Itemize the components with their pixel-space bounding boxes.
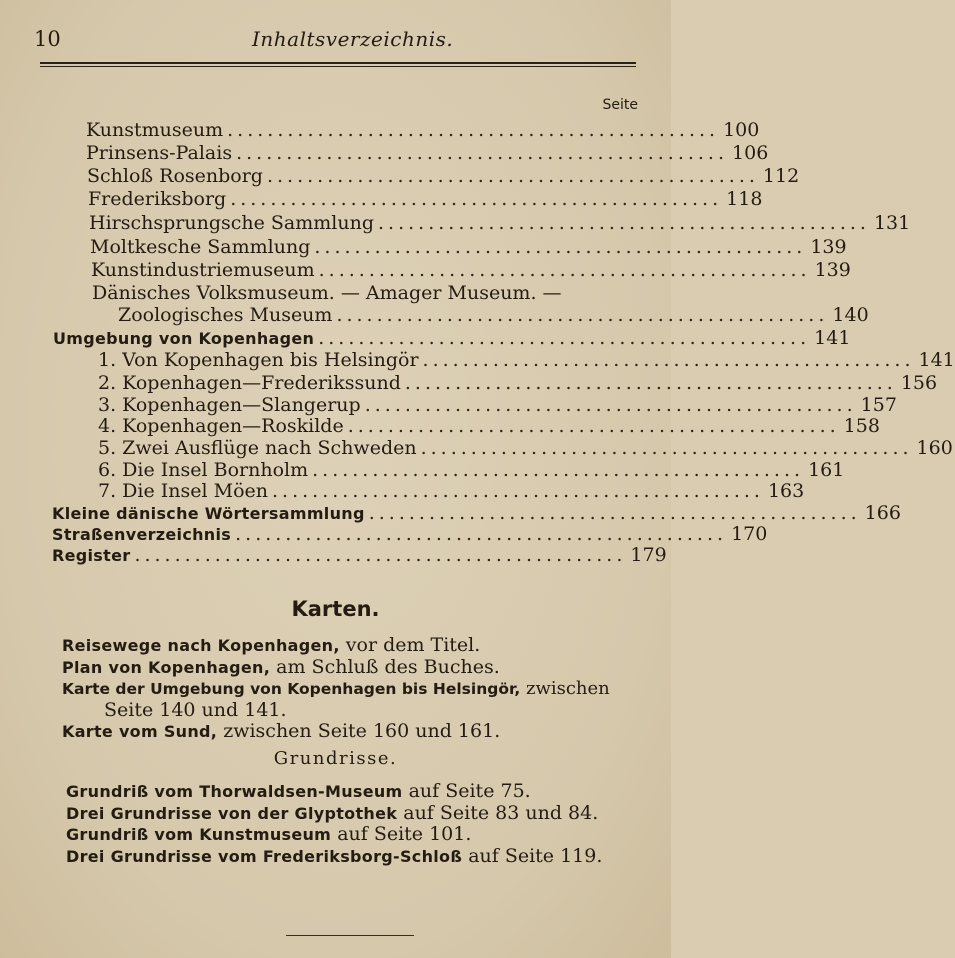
toc-entry <box>118 304 869 326</box>
map-entry-continuation <box>104 699 287 722</box>
toc-entry <box>98 459 845 481</box>
toc-entry-page: 158 <box>843 415 880 437</box>
leader-dots: ................................................. <box>364 394 857 416</box>
toc-entry-label: 2. Kopenhagen—Frederikssund <box>98 372 401 394</box>
toc-entry-page: 170 <box>731 523 768 545</box>
floorplan-entry-title: Drei Grundrisse von der Glyptothek <box>66 804 398 823</box>
floorplan-entry-title: Grundriß vom Kunstmuseum <box>66 825 332 844</box>
toc-entry-page: 161 <box>808 459 845 481</box>
map-entry <box>62 720 500 743</box>
map-entry-location: am Schluß des Buches. <box>270 656 500 678</box>
toc-entry <box>86 142 769 164</box>
toc-entry <box>98 394 897 416</box>
floorplan-entry <box>66 845 602 868</box>
toc-entry-label: 4. Kopenhagen—Roskilde <box>98 415 344 437</box>
leader-dots: ................................................. <box>227 119 720 141</box>
toc-entry-label: 3. Kopenhagen—Slangerup <box>98 394 361 416</box>
map-entry <box>62 656 500 679</box>
toc-entry <box>98 480 805 502</box>
map-entry-title: Karte der Umgebung von Kopenhagen bis Helsingör, <box>62 680 521 698</box>
toc-entry-label: 6. Die Insel Bornholm <box>98 459 309 481</box>
toc-entry-label: 7. Die Insel Möen <box>98 480 268 502</box>
toc-entry-label: Frederiksborg <box>88 188 227 210</box>
leader-dots: ................................................. <box>235 523 728 545</box>
toc-entry <box>91 259 851 281</box>
leader-dots: ................................................. <box>134 544 627 566</box>
toc-entry-page: 141 <box>814 327 851 349</box>
leader-dots: ................................................. <box>318 259 811 281</box>
map-entry-title: Karte vom Sund, <box>62 722 218 741</box>
toc-entry-label: Straßenverzeichnis <box>52 525 232 544</box>
toc-entry-label: Kunstmuseum <box>86 119 224 141</box>
leader-dots: ................................................. <box>347 415 840 437</box>
map-entry <box>62 634 480 657</box>
floorplan-entry <box>66 823 471 846</box>
header-rule-thin <box>40 66 636 67</box>
toc-entry-label: Schloß Rosenborg <box>87 165 263 187</box>
toc-entry-label: Zoologisches Museum <box>118 304 333 326</box>
floorplan-entry-location: auf Seite 101. <box>331 823 472 845</box>
leader-dots: ................................................. <box>314 236 807 258</box>
toc-entry <box>88 188 763 210</box>
leader-dots: ................................................. <box>266 165 759 187</box>
floorplan-entry-location: auf Seite 83 und 84. <box>397 802 599 824</box>
map-entry-location: Seite 140 und 141. <box>104 699 287 721</box>
toc-entry-page: 139 <box>814 259 851 281</box>
map-entry <box>62 678 610 700</box>
leader-dots: ................................................. <box>312 459 805 481</box>
leader-dots: ................................................. <box>404 372 897 394</box>
toc-entry-page: 106 <box>732 142 769 164</box>
toc-entry-label: 5. Zwei Ausflüge nach Schweden <box>98 437 417 459</box>
leader-dots: ................................................. <box>236 142 729 164</box>
toc-entry-page: 166 <box>864 502 901 524</box>
page-header-title: Inhaltsverzeichnis. <box>252 27 454 51</box>
toc-entry-page: 100 <box>723 119 760 141</box>
toc-entry <box>98 349 955 371</box>
toc-entry-label: Register <box>52 546 131 565</box>
map-entry-location: vor dem Titel. <box>339 634 481 656</box>
toc-entry-page: 156 <box>900 372 938 394</box>
floorplan-entry-location: auf Seite 119. <box>462 845 603 867</box>
toc-entry-page: 157 <box>860 394 897 416</box>
toc-entry-page: 141 <box>918 349 955 371</box>
toc-entry-page: 179 <box>630 544 667 566</box>
section-heading-grundrisse: Grundrisse. <box>273 748 398 769</box>
toc-entry-page: 112 <box>762 165 800 187</box>
page-number: 10 <box>34 27 61 51</box>
page-column-label: Seite <box>602 97 638 113</box>
section-heading-karten: Karten. <box>291 597 380 621</box>
toc-entry <box>86 119 760 141</box>
floorplan-entry-title: Drei Grundrisse vom Frederiksborg-Schloß <box>66 847 463 866</box>
toc-entry-label: Umgebung von Kopenhagen <box>53 329 315 348</box>
toc-entry-page: 163 <box>767 480 805 502</box>
toc-entry-label: Dänisches Volksmuseum. — Amager Museum. — <box>92 282 562 304</box>
floorplan-entry <box>66 802 598 825</box>
toc-entry <box>87 165 800 187</box>
header-rule <box>40 62 636 64</box>
toc-entry <box>52 544 667 566</box>
toc-entry <box>90 236 847 258</box>
leader-dots: ................................................. <box>336 304 829 326</box>
floorplan-entry <box>66 780 531 803</box>
toc-entry <box>98 372 938 394</box>
toc-entry-page: 160 <box>916 437 953 459</box>
toc-entry-label: 1. Von Kopenhagen bis Helsingör <box>98 349 419 371</box>
leader-dots: ................................................. <box>420 437 913 459</box>
map-entry-location: zwischen Seite 160 und 161. <box>217 720 501 742</box>
floorplan-entry-title: Grundriß vom Thorwaldsen-Museum <box>66 782 403 801</box>
map-entry-title: Reisewege nach Kopenhagen, <box>62 636 340 655</box>
toc-entry-label: Kleine dänische Wörtersammlung <box>52 504 365 523</box>
toc-entry <box>98 437 953 459</box>
toc-entry-page: 131 <box>873 212 911 234</box>
floorplan-entry-location: auf Seite 75. <box>402 780 531 802</box>
toc-entry <box>53 327 851 349</box>
toc-entry-label: Kunstindustriemuseum <box>91 259 315 281</box>
map-entry-title: Plan von Kopenhagen, <box>62 658 271 677</box>
toc-entry-page: 140 <box>832 304 869 326</box>
leader-dots: ................................................. <box>368 502 861 524</box>
toc-entry <box>52 502 901 524</box>
leader-dots: ................................................. <box>272 480 764 502</box>
toc-entry-label: Moltkesche Sammlung <box>90 236 311 258</box>
toc-entry <box>89 212 911 234</box>
leader-dots: ................................................. <box>422 349 915 371</box>
leader-dots: ................................................. <box>378 212 870 234</box>
leader-dots: ................................................. <box>318 327 811 349</box>
leader-dots: ................................................. <box>230 188 723 210</box>
toc-entry <box>52 523 768 545</box>
footer-rule <box>286 935 414 936</box>
toc-entry-page: 139 <box>810 236 847 258</box>
toc-entry-label: Prinsens-Palais <box>86 142 233 164</box>
map-entry-location: zwischen <box>520 678 610 699</box>
toc-entry <box>98 415 880 437</box>
toc-entry-label: Hirschsprungsche Sammlung <box>89 212 374 234</box>
toc-entry-page: 118 <box>726 188 763 210</box>
